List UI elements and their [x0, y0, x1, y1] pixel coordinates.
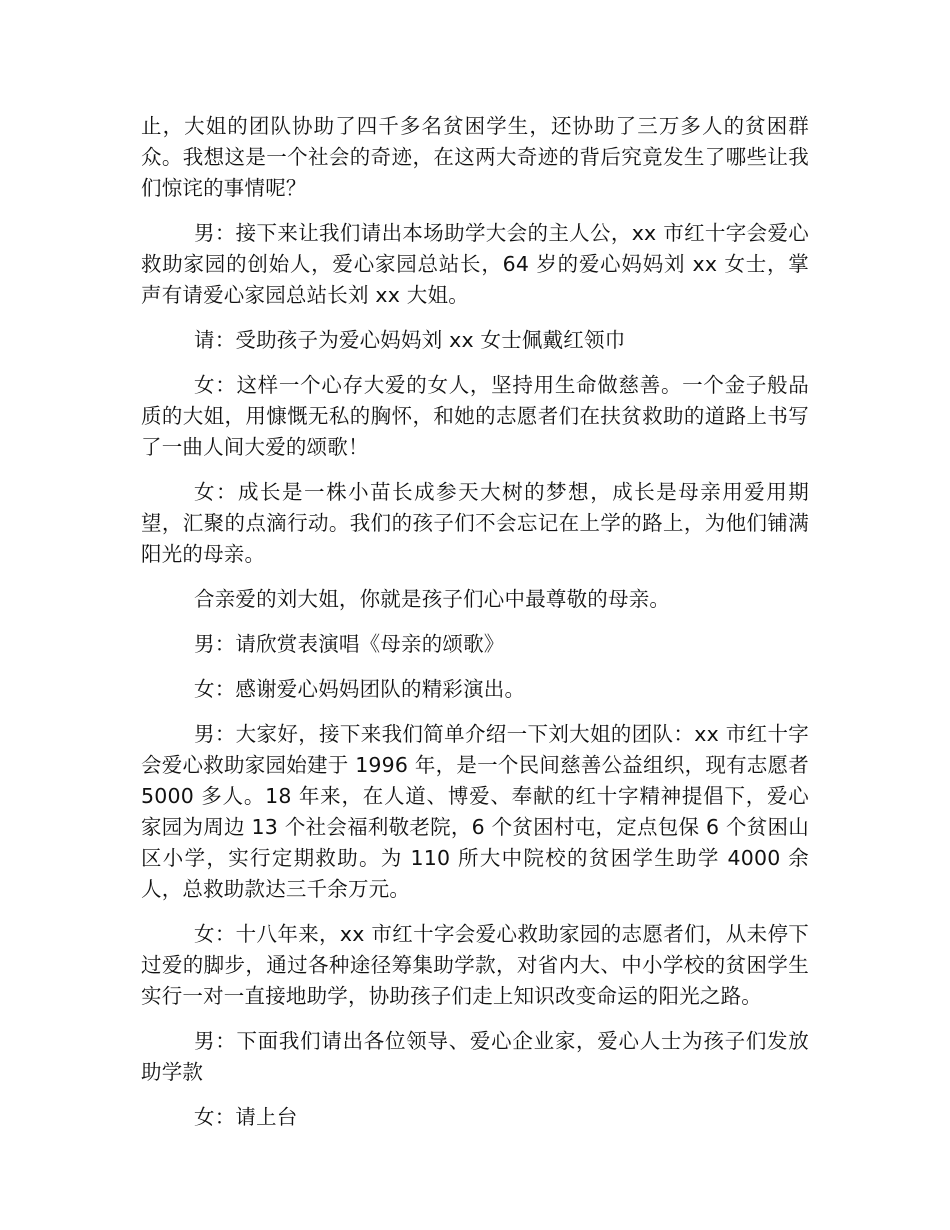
paragraph-host-female-praise: 女：这样一个心存大爱的女人，坚持用生命做慈善。一个金子般品质的大姐，用慷慨无私的胸怀，和她的志愿者们在扶贫救助的道路上书写了一曲人间大爱的颂歌！: [141, 373, 809, 459]
paragraph-continuation: 止，大姐的团队协助了四千多名贫困学生，还协助了三万多人的贫困群众。我想这是一个社会的奇迹，在这两大奇迹的背后究竟发生了哪些让我们惊诧的事情呢？: [141, 114, 809, 200]
paragraph-on-stage: 女：请上台: [194, 1105, 298, 1129]
paragraph-host-male-introduction: 男：接下来让我们请出本场助学大会的主人公，xx 市红十字会爱心救助家园的创始人，爱心家园总站长，64 岁的爱心妈妈刘 xx 女士，掌声有请爱心家园总站长刘 xx 大姐。: [141, 221, 809, 307]
paragraph-host-female-growth: 女：成长是一株小苗长成参天大树的梦想，成长是母亲用爱用期望，汇聚的点滴行动。我们的孩子们不会忘记在上学的路上，为他们铺满阳光的母亲。: [141, 480, 809, 566]
paragraph-distribute-funds: 男：下面我们请出各位领导、爱心企业家，爱心人士为孩子们发放助学款: [141, 1029, 809, 1084]
paragraph-red-scarf: 请：受助孩子为爱心妈妈刘 xx 女士佩戴红领巾: [194, 328, 626, 352]
paragraph-eighteen-years: 女：十八年来，xx 市红十字会爱心救助家园的志愿者们，从未停下过爱的脚步，通过各种途径筹集助学款，对省内大、中小学校的贫困学生实行一对一直接地助学，协助孩子们走上知识改变命运的阳光之路。: [141, 922, 809, 1008]
paragraph-thanks: 女：感谢爱心妈妈团队的精彩演出。: [194, 677, 526, 701]
paragraph-performance: 男：请欣赏表演唱《母亲的颂歌》: [194, 632, 505, 656]
document-body: [141, 111, 809, 1147]
paragraph-together: 合亲爱的刘大姐，你就是孩子们心中最尊敬的母亲。: [194, 587, 671, 611]
paragraph-team-introduction: 男：大家好，接下来我们简单介绍一下刘大姐的团队：xx 市红十字会爱心救助家园始建于 1996 年，是一个民间慈善公益组织，现有志愿者 5000 多人。18 年来，在人道、博爱、奉献的红十字精神提倡下，爱心家园为周边 13 个社会福利敬老院，6 个贫困村屯，定点包保 6 个贫困山区小学，实行定期救助。为 110 所大中院校的贫困学生助学 4000 余人，总救助款达三千余万元。: [141, 722, 809, 901]
